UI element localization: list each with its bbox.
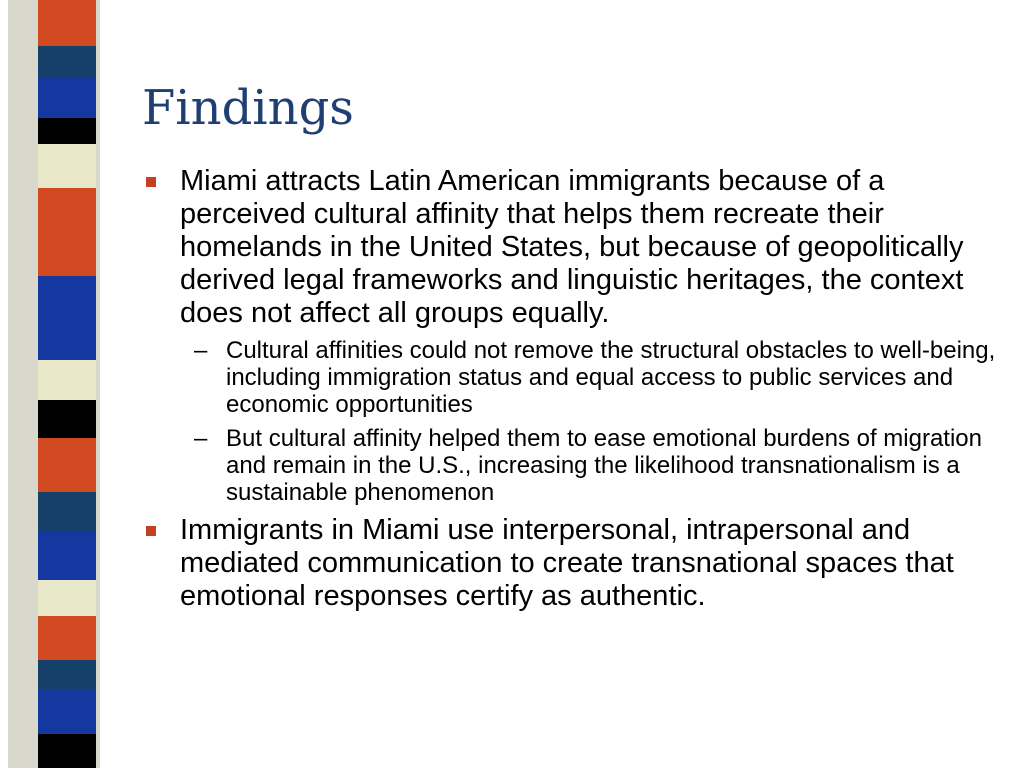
bullet-item bbox=[142, 165, 1002, 330]
bullet-text: Immigrants in Miami use interpersonal, intrapersonal and mediated communication to create transnational spaces that emotional responses certify as authentic. bbox=[180, 514, 954, 612]
stripe-band bbox=[38, 46, 96, 78]
sub-bullet-item bbox=[142, 337, 1002, 418]
slide-body bbox=[142, 165, 1002, 619]
stripe-bands bbox=[38, 0, 96, 768]
square-bullet-icon bbox=[146, 177, 156, 187]
stripe-band bbox=[38, 660, 96, 690]
stripe-band bbox=[38, 690, 96, 734]
stripe-band bbox=[38, 0, 96, 46]
square-bullet-icon bbox=[146, 526, 156, 536]
sub-bullet-list bbox=[142, 337, 1002, 506]
dash-marker: – bbox=[194, 337, 208, 364]
stripe-band bbox=[38, 276, 96, 310]
stripe-band bbox=[38, 144, 96, 188]
sub-bullet-item bbox=[142, 425, 1002, 506]
stripe-band bbox=[38, 580, 96, 616]
stripe-band bbox=[38, 400, 96, 438]
stripe-band bbox=[38, 734, 96, 768]
dash-marker: – bbox=[194, 425, 208, 452]
stripe-band bbox=[38, 240, 96, 276]
stripe-band bbox=[38, 310, 96, 360]
stripe-band bbox=[38, 188, 96, 240]
bullet-text: Miami attracts Latin American immigrants because of a perceived cultural affinity that helps them recreate their homelands in the United States, but because of geopolitically derived legal frameworks and linguistic heritages, the context does not affect all groups equally. bbox=[180, 165, 964, 329]
stripe-band bbox=[38, 360, 96, 400]
stripe-band bbox=[38, 118, 96, 144]
slide-title: Findings bbox=[142, 80, 354, 136]
sub-bullet-text: But cultural affinity helped them to ease emotional burdens of migration and remain in the U.S., increasing the likelihood transnationalism is a sustainable phenomenon bbox=[226, 425, 982, 506]
stripe-band bbox=[38, 532, 96, 580]
decorative-stripe bbox=[0, 0, 100, 768]
stripe-band bbox=[38, 78, 96, 118]
bullet-item bbox=[142, 514, 1002, 613]
sub-bullet-text: Cultural affinities could not remove the structural obstacles to well-being, including immigration status and equal access to public services and economic opportunities bbox=[226, 337, 996, 418]
stripe-band bbox=[38, 438, 96, 492]
stripe-band bbox=[38, 616, 96, 660]
stripe-band bbox=[38, 492, 96, 532]
